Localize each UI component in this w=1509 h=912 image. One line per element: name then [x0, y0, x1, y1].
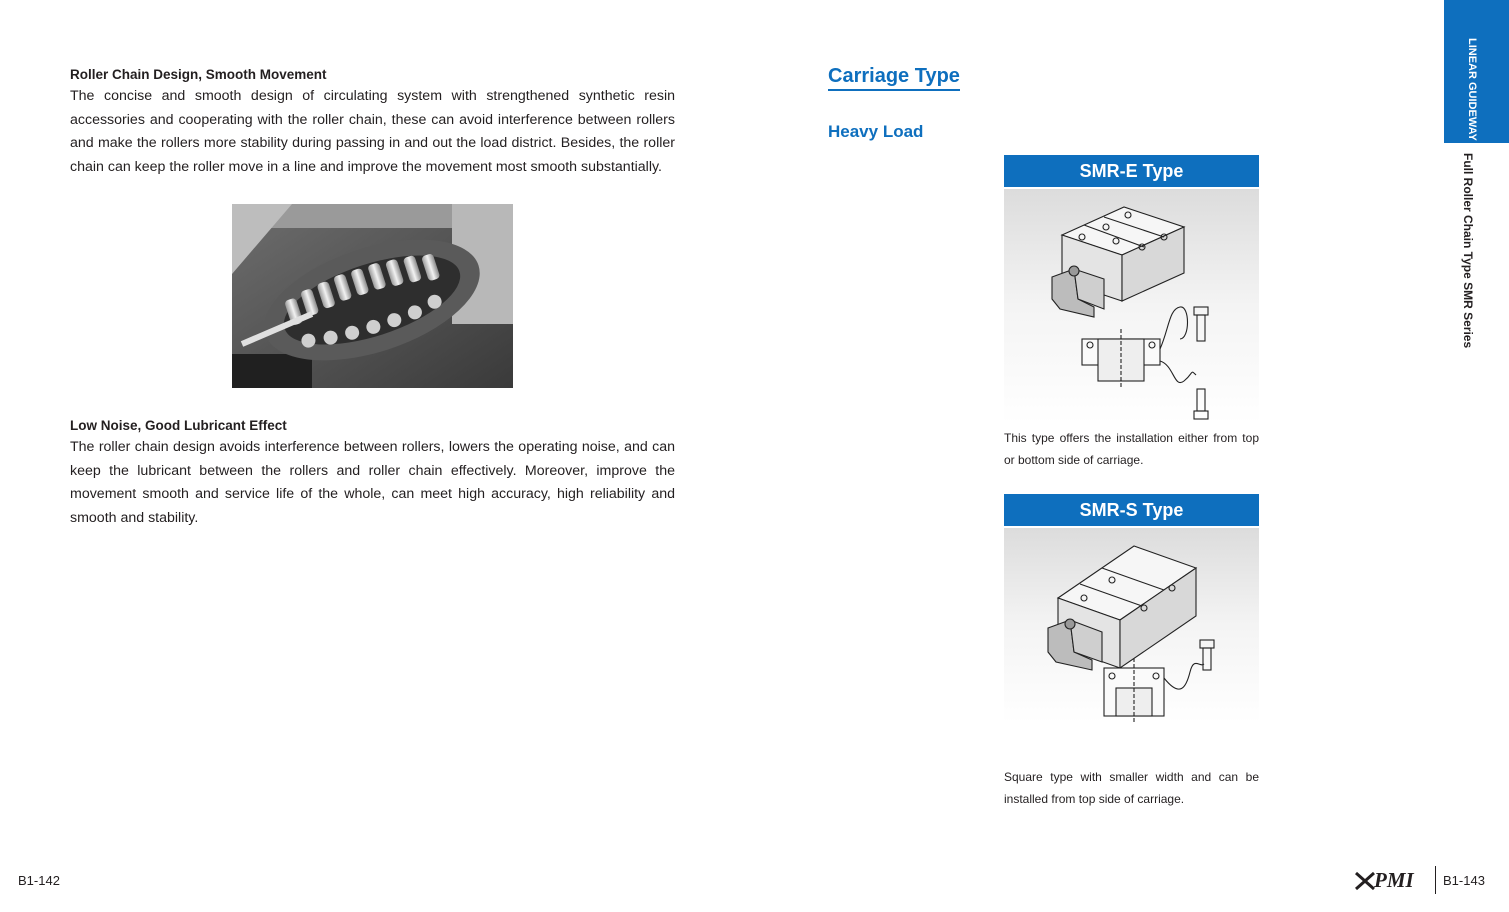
section-heading-roller-chain: Roller Chain Design, Smooth Movement — [70, 67, 327, 82]
caption-smr-s: Square type with smaller width and can be installed from top side of carriage. — [1004, 770, 1259, 806]
section-body-roller-chain: The concise and smooth design of circulating system with strengthened synthetic resin accessories and cooperating with the roller chain, these can avoid interference between rollers and make the rollers more stability during passing in and out the load district. Besides, the roller chain can keep the roller move in a line and improve the movement most smooth substantially. — [70, 88, 675, 175]
roller-chain-photo — [232, 204, 513, 388]
pmi-logo-mark-icon — [1354, 871, 1376, 891]
side-tab-linear-guideway — [1444, 0, 1509, 143]
page-number-left: B1-142 — [18, 873, 60, 888]
footer-divider — [1435, 866, 1436, 894]
type-banner-smr-s: SMR-S Type — [1004, 494, 1259, 526]
type-banner-smr-e: SMR-E Type — [1004, 155, 1259, 187]
smr-s-drawing — [1004, 528, 1259, 723]
side-series-label: Full Roller Chain Type SMR Series — [1461, 153, 1475, 349]
section-heading-low-noise: Low Noise, Good Lubricant Effect — [70, 418, 287, 433]
page-subtitle: Heavy Load — [828, 122, 924, 141]
smr-e-drawing — [1004, 189, 1259, 424]
page-title: Carriage Type — [828, 65, 960, 91]
side-tab-label: LINEAR GUIDEWAY — [1466, 38, 1478, 141]
section-body-low-noise: The roller chain design avoids interference between rollers, lowers the operating noise, and can keep the lubricant between the rollers and roller chain effectively. Moreover, improve the movement smooth and service life of the whole, can meet high accuracy, high reliability and smooth and stability. — [70, 439, 675, 526]
caption-smr-e: This type offers the installation either from top or bottom side of carriage. — [1004, 431, 1259, 467]
pmi-logo-text: PMI — [1374, 868, 1414, 892]
page-number-right: B1-143 — [1443, 873, 1485, 888]
pmi-logo — [1354, 868, 1430, 894]
